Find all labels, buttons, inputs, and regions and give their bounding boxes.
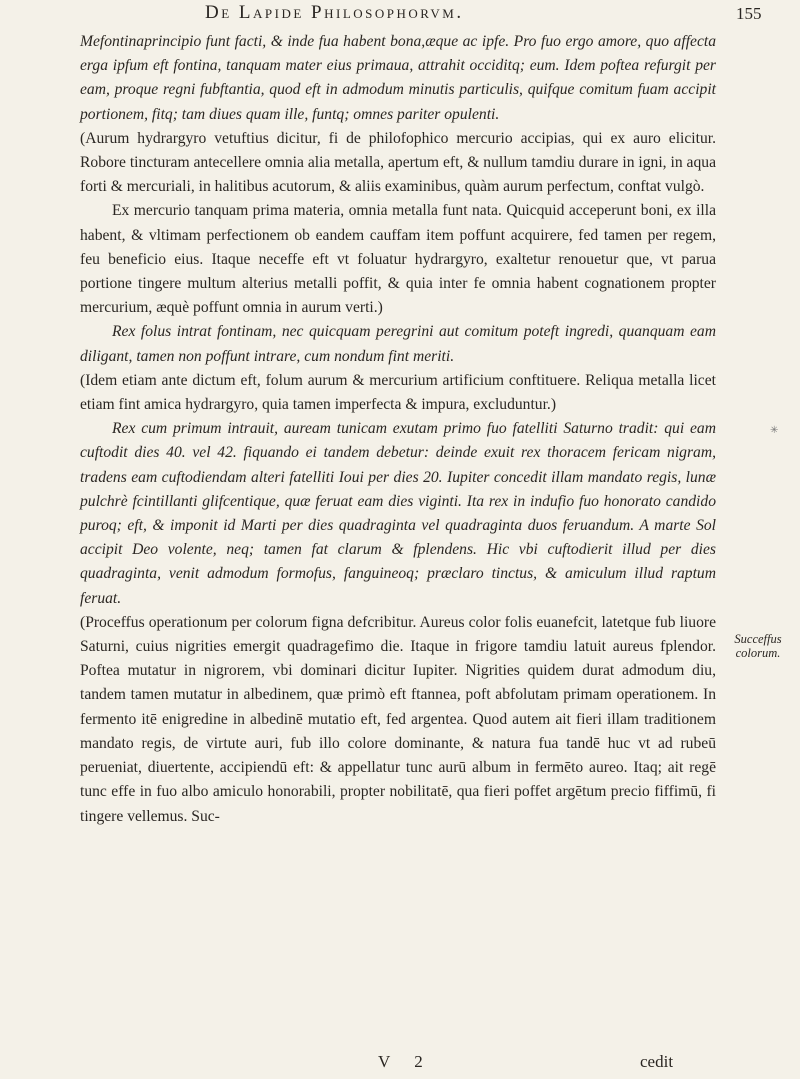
paragraph-6: Rex cum primum intrauit, auream tunicam exutam primo fuo fatelliti Saturno tradit: qui eam cuftodit dies 40. vel 42. fiquando ei tandem debetur: deinde exuit rex thoracem fericam nigram, tradens eam cuftodiendam alteri fatelliti Ioui per dies 20. Iupiter concedit illam mandato regis, lunæ pulchrè fcintillanti glifcentique, quæ feruat eam dies viginti. Ita rex in indufio fuo honorato candido puroq; eft, & imponit id Marti per dies quadraginta vel quadraginta duos feruandum. A marte Sol accipit Deo volente, neq; tamen fat clarum & fplendens. Hic vbi cuftodierit illud per dies quadraginta, venit admodum formofus, fanguineoq; præclaro tinctus, & amiculum illud raptum feruat. (80, 420, 716, 607)
paragraph-4: Rex folus intrat fontinam, nec quicquam peregrini aut comitum poteft ingredi, quanquam eam diligant, tamen non poffunt intrare, cum nondum fint meriti. (80, 323, 716, 365)
running-head: De Lapide Philosophorvm. (205, 2, 464, 23)
paragraph-3: Ex mercurio tanquam prima materia, omnia metalla funt nata. Quicquid acceperunt boni, ex illa habent, & vltimam perfectionem ob eandem cauffam item poffunt acquirere, fed tamen per regem, feu beneficio eius. Itaque neceffe eft vt foluatur hydrargyro, exaltetur renouetur que, vt parua portione tingere multum alterius metalli poffit, & quia inter fe omnia habent cognationem propter mercurium, æquè poffunt omnia in aurum verti.) (80, 202, 716, 317)
margin-mark: ✳ (770, 425, 779, 436)
margin-note: Succeffus colorum. (734, 632, 782, 660)
catchword: cedit (640, 1052, 674, 1071)
paragraph-1: Mefontinaprincipio funt facti, & inde fua habent bona,æque ac ipfe. Pro fuo ergo amore, quo affecta erga ipfum eft fontina, tanquam mater eius primaua, attrahit occiditq; eum. Idem poftea refurgit per eam, proque regni fubftantia, quod eft in admodum minutis particulis, quifque comitum fuam accipit portionem, fitq; tam diues quam ille, funtq; omnes pariter opulenti. (80, 33, 716, 123)
paragraph-7: (Proceffus operationum per colorum figna defcribitur. Aureus color folis euanefcit, latetque fub liuore Saturni, cuius nigrities emergit quadragefimo die. Itaque in frigore tamdiu latuit aureus fplendor. Poftea mutatur in nigrorem, vbi dominari dicitur Iupiter. Nigrities quidem durat admodum diu, tandem tamen mutatur in albedinem, quæ primò eft ftannea, poft abfolutam primam operationem. In fermento itē enigredine in albedinē mutatio eft, fed argentea. Quod autem ait fieri illam traditionem mandato regis, de virtute auri, fub illo colore dominante, & natura fua tandē huc vt ad rubeū perueniat, diuertente, accipiendū eft: & appellatur tunc aurū album in fermēto aureo. Itaq; ait regē tunc effe in fuo albo amiculo honorabili, propter nobilitatē, qua fieri poffet argētum precio fiffimū, fi tingere vellemus. Suc- (80, 613, 716, 825)
paragraph-5: (Idem etiam ante dictum eft, folum aurum & mercurium artificium conftituere. Reliqua metalla licet etiam fint amica hydrargyro, quia tamen imperfecta & impura, excluduntur.) (80, 371, 716, 414)
paragraph-2: (Aurum hydrargyro vetuftius dicitur, fi de philofophico mercurio accipias, qui ex auro elicitur. Robore tincturam antecellere omnia alia metalla, apertum eft, & nullum tamdiu durare in igni, in aqua forti & mercuriali, in halitibus acutorum, & aliis examinibus, quàm aurum perfectum, conftat vulgò. (80, 129, 716, 196)
page-header (0, 2, 800, 28)
page-footer (0, 1052, 800, 1076)
page-number: 155 (736, 4, 762, 23)
signature-mark: V 2 (378, 1052, 433, 1071)
main-text (80, 30, 716, 829)
